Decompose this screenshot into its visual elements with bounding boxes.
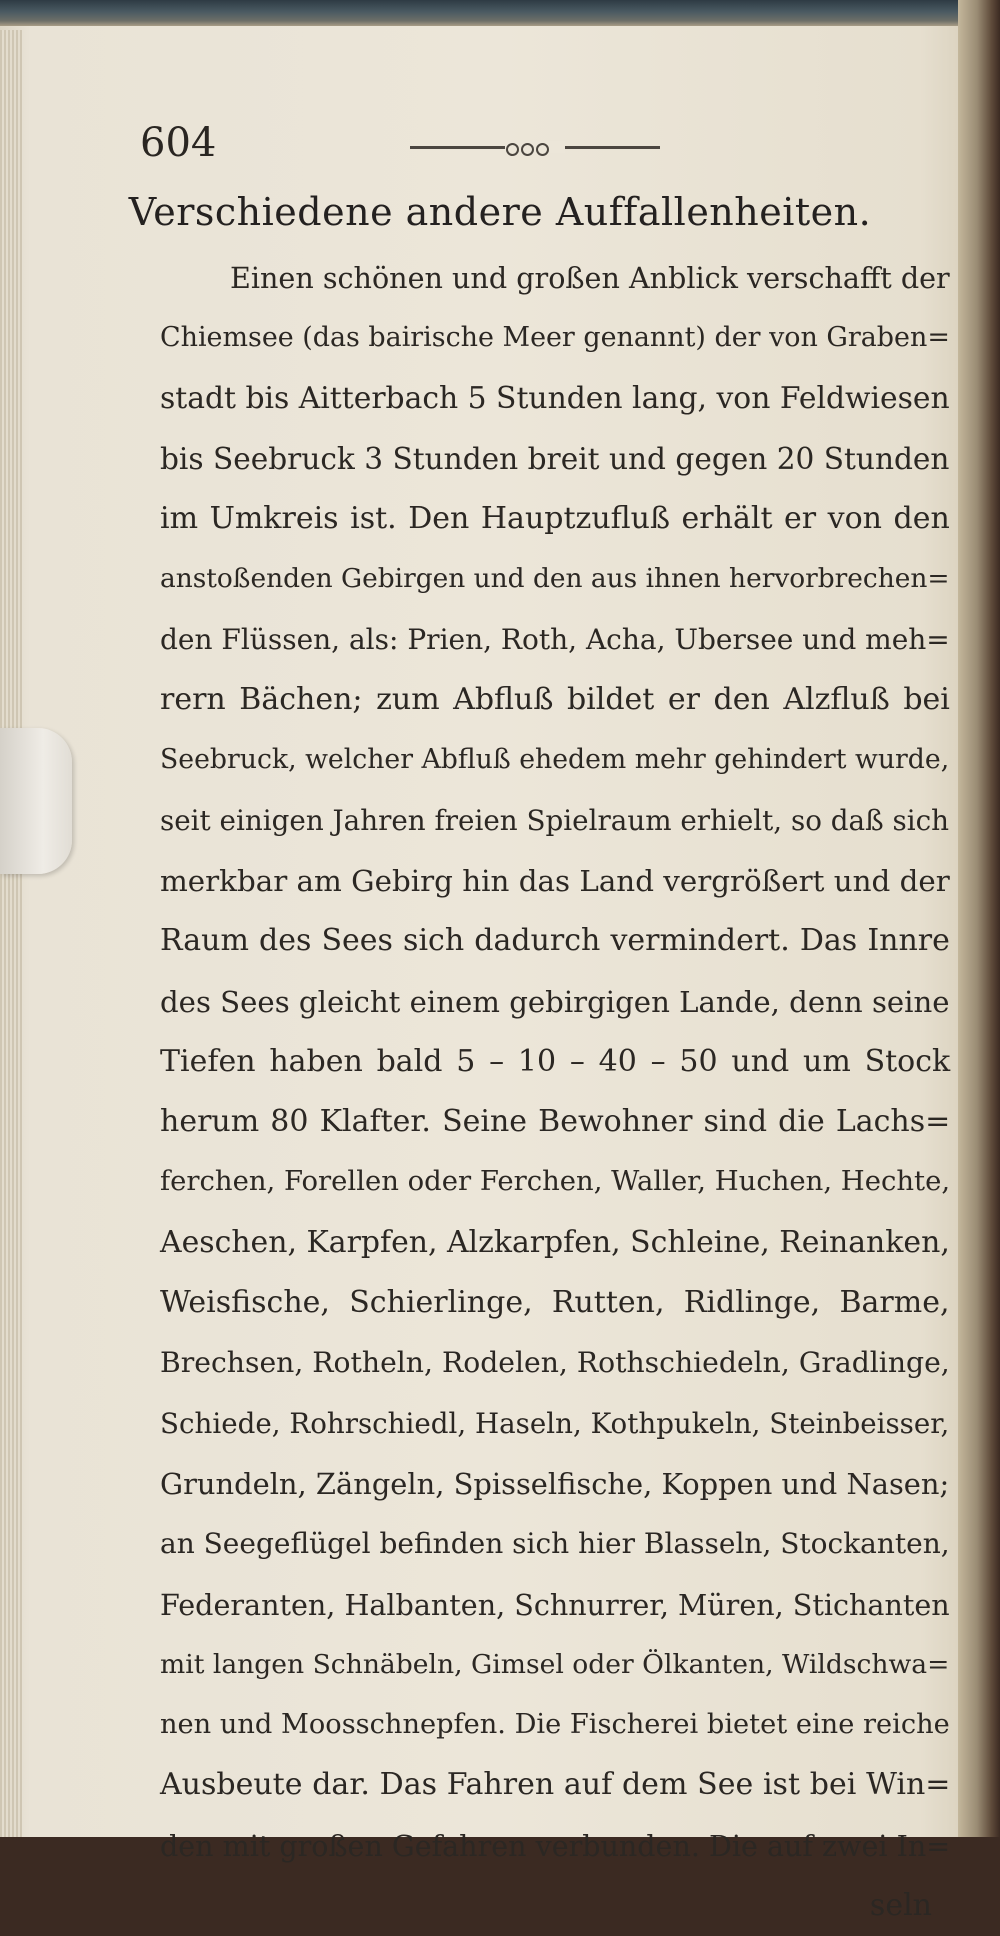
text-line: Brechsen, Rotheln, Rodelen, Rothschiedeln, Gradlinge, [160, 1346, 950, 1380]
text-line: stadt bis Aitterbach 5 Stunden lang, von Feldwiesen [160, 380, 950, 416]
bookmark-tab [0, 728, 72, 874]
text-line: anstoßenden Gebirgen und den aus ihnen hervorbrechen= [160, 563, 950, 595]
ornament-loops [505, 141, 565, 153]
text-line: an Seegeflügel befinden sich hier Blasseln, Stockanten, [160, 1527, 950, 1561]
header-ornament-rule [410, 139, 660, 155]
text-line: des Sees gleicht einem gebirgigen Lande, denn seine [160, 984, 950, 1019]
text-line: merkbar am Gebirg hin das Land vergrößert und der [160, 863, 950, 898]
text-line: bis Seebruck 3 Stunden breit und gegen 20 Stunden [160, 441, 950, 476]
text-line: Aeschen, Karpfen, Alzkarpfen, Schleine, Reinanken, [160, 1224, 950, 1260]
text-line: den mit großen Gefahren verbunden. Die auf zwei In= [160, 1828, 951, 1863]
text-line: mit langen Schnäbeln, Gimsel oder Ölkanten, Wildschwa= [160, 1648, 950, 1680]
book-binding-edge [958, 0, 1000, 1837]
text-line: Raum des Sees sich dadurch vermindert. Das Innre [160, 923, 950, 959]
text-line: den Flüssen, als: Prien, Roth, Acha, Ubersee und meh= [160, 622, 950, 656]
text-line: Chiemsee (das bairische Meer genannt) der von Graben= [160, 322, 950, 354]
section-heading: Verschiedene andere Auffallenheiten. [128, 190, 872, 234]
text-line: rern Bächen; zum Abfluß bildet er den Alzfluß bei [160, 682, 950, 718]
text-line: Grundeln, Zängeln, Spisselfische, Koppen und Nasen; [160, 1466, 950, 1501]
text-line: seit einigen Jahren freien Spielraum erhielt, so daß sich [160, 803, 950, 837]
page-stack-edge [0, 30, 22, 1837]
text-line: herum 80 Klafter. Seine Bewohner sind die Lachs= [160, 1104, 951, 1140]
page-number: 604 [140, 120, 217, 166]
text-line: Seebruck, welcher Abfluß ehedem mehr gehindert wurde, [160, 744, 950, 776]
text-line: ferchen, Forellen oder Ferchen, Waller, Huchen, Hechte, [160, 1166, 951, 1198]
book-top-edge [0, 0, 1000, 26]
text-line: Ausbeute dar. Das Fahren auf dem See ist bei Win= [160, 1767, 951, 1803]
text-line: Weisfische, Schierlinge, Rutten, Ridlinge, Barme, [160, 1285, 950, 1321]
text-line: Einen schönen und großen Anblick verschafft der [230, 261, 950, 295]
catchword: seln [869, 1888, 932, 1924]
text-line: Tiefen haben bald 5 – 10 – 40 – 50 und um Stock [160, 1043, 951, 1079]
body-text [160, 248, 950, 1936]
text-line: im Umkreis ist. Den Hauptzufluß erhält er von den [160, 501, 950, 537]
text-line: Schiede, Rohrschiedl, Haseln, Kothpukeln, Steinbeisser, [160, 1406, 950, 1440]
text-line: nen und Moosschnepfen. Die Fischerei bietet eine reiche [160, 1709, 950, 1741]
text-line: Federanten, Halbanten, Schnurrer, Müren, Stichanten [160, 1587, 950, 1622]
